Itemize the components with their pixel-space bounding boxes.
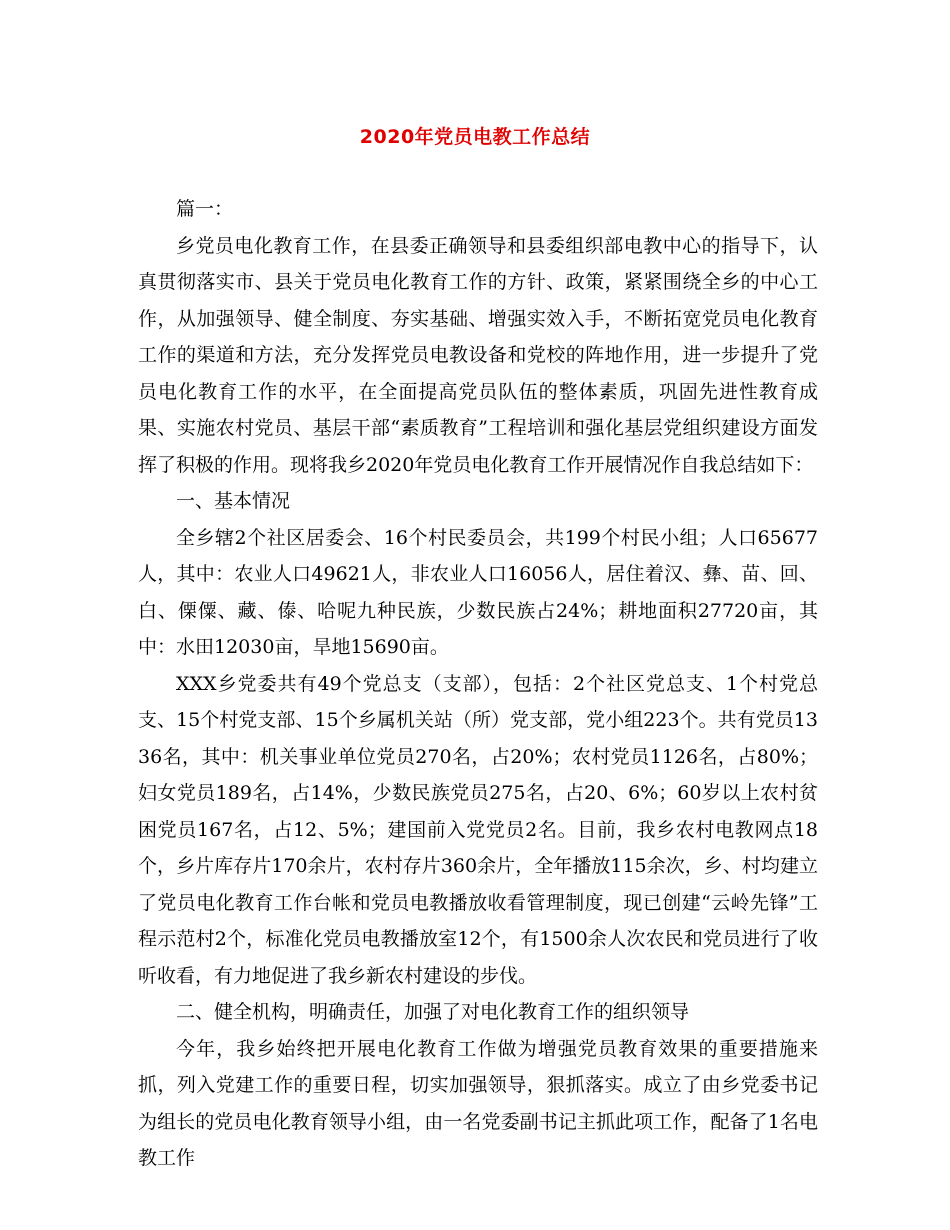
document-title: 2020年党员电教工作总结 — [359, 126, 591, 148]
paragraph-party-members: XXX乡党委共有49个党总支（支部），包括：2个社区党总支、1个村党总支、15个村党支部、15个乡属机关站（所）党支部，党小组223个。共有党员1336名，其中：机关事业单位党员270名，占20%；农村党员1126名，占80%；妇女党员189名，占14%，少数民族党员275名，占20、6%；60岁以上农村贫困党员167名，占12、5%；建国前入党党员2名。目前，我乡农村电教网点18个，乡片库存片170余片，农村存片360余片，全年播放115余次，乡、村均建立了党员电化教育工作台帐和党员电教播放收看管理制度，现已创建“云岭先锋”工程示范村2个，标准化党员电教播放室12个，有1500余人次农民和党员进行了收听收看，有力地促进了我乡新农村建设的步伐。 — [138, 672, 818, 987]
document-body — [138, 191, 818, 1177]
paragraph-leadership: 今年，我乡始终把开展电化教育工作做为增强党员教育效果的重要措施来抓，列入党建工作的重要日程，切实加强领导，狠抓落实。成立了由乡党委书记为组长的党员电化教育领导小组，由一名党委副书记主抓此项工作，配备了1名电教工作 — [138, 1037, 818, 1169]
heading-basic-situation: 一、基本情况 — [176, 490, 291, 512]
section-label: 篇一： — [176, 198, 234, 220]
heading-organization: 二、健全机构，明确责任，加强了对电化教育工作的组织领导 — [176, 1001, 690, 1023]
paragraph-population: 全乡辖2个社区居委会、16个村民委员会，共199个村民小组；人口65677人，其中：农业人口49621人，非农业人口16056人，居住着汉、彝、苗、回、白、傈僳、藏、傣、哈呢九种民族，少数民族占24%；耕地面积27720亩，其中：水田12030亩，旱地15690亩。 — [138, 526, 818, 658]
intro-paragraph: 乡党员电化教育工作，在县委正确领导和县委组织部电教中心的指导下，认真贯彻落实市、县关于党员电化教育工作的方针、政策，紧紧围绕全乡的中心工作，从加强领导、健全制度、夯实基础、增强实效入手，不断拓宽党员电化教育工作的渠道和方法，充分发挥党员电教设备和党校的阵地作用，进一步提升了党员电化教育工作的水平，在全面提高党员队伍的整体素质，巩固先进性教育成果、实施农村党员、基层干部“素质教育”工程培训和强化基层党组织建设方面发挥了积极的作用。现将我乡2020年党员电化教育工作开展情况作自我总结如下： — [138, 234, 818, 476]
